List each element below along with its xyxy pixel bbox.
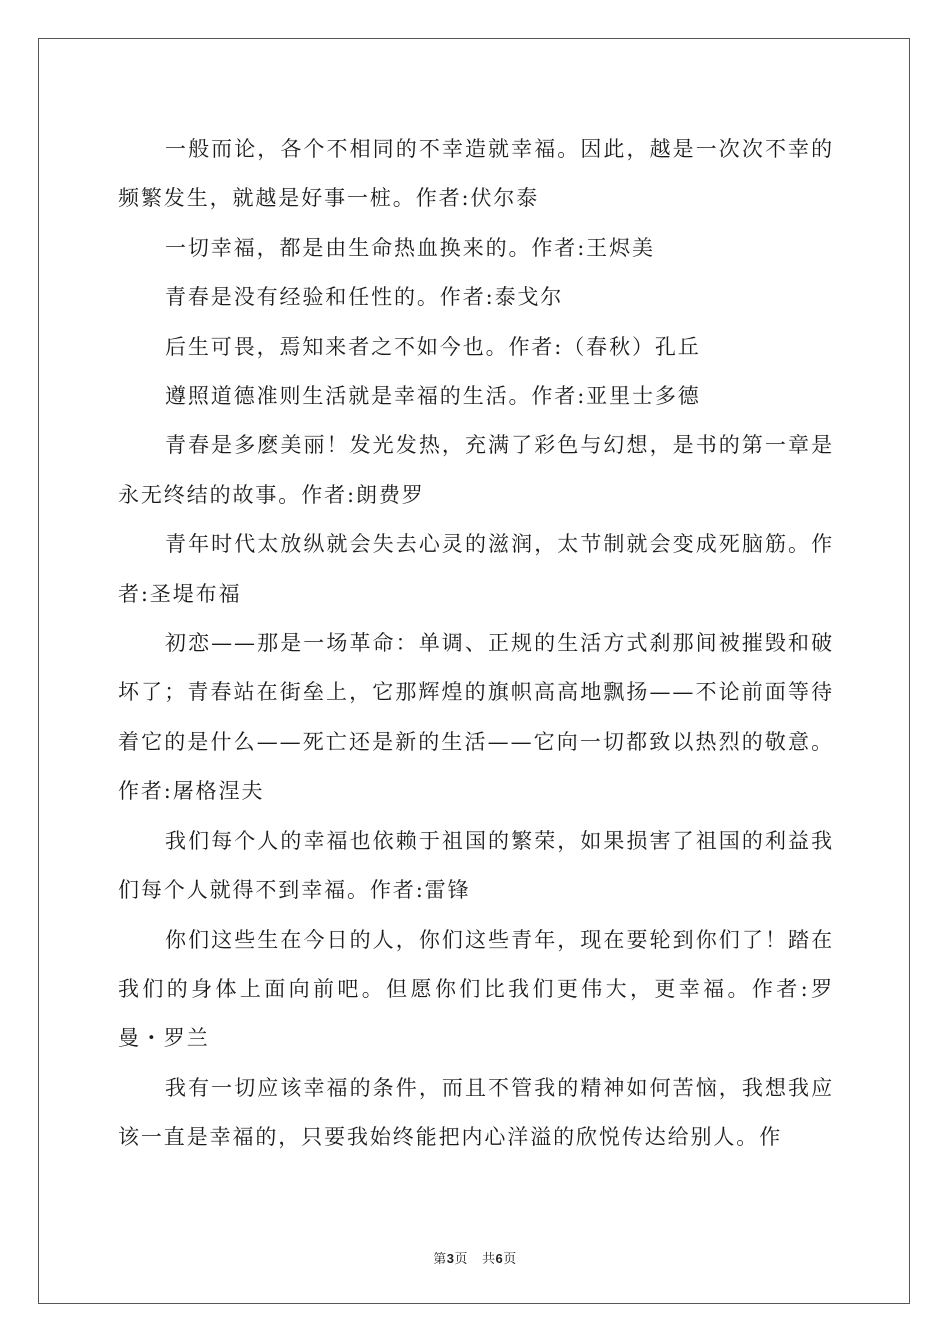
total-prefix: 共: [482, 1252, 496, 1267]
quote-paragraph: 青年时代太放纵就会失去心灵的滋润，太节制就会变成死脑筋。作者:圣堤布福: [118, 532, 834, 606]
quote-paragraph: 青春是没有经验和任性的。作者:泰戈尔: [165, 285, 564, 310]
quote-paragraph: 初恋——那是一场革命：单调、正规的生活方式刹那间被摧毁和破坏了；青春站在街垒上，它那辉煌的旗帜高高地飘扬——不论前面等待着它的是什么——死亡还是新的生活——它向一切都致以热烈的敬意。作者:屠格涅夫: [118, 631, 834, 804]
current-page-number: 3: [446, 1251, 455, 1266]
total-suffix: 页: [503, 1252, 517, 1267]
page-suffix: 页: [454, 1252, 468, 1267]
quote-paragraph: 一般而论，各个不相同的不幸造就幸福。因此，越是一次次不幸的频繁发生，就越是好事一桩。作者:伏尔泰: [118, 137, 834, 211]
quote-paragraph: 一切幸福，都是由生命热血换来的。作者:王烬美: [165, 235, 655, 260]
page-number-footer: [0, 1248, 950, 1267]
document-body: [118, 125, 834, 1163]
page-prefix: 第: [433, 1252, 447, 1267]
quote-paragraph: 我有一切应该幸福的条件，而且不管我的精神如何苦恼，我想我应该一直是幸福的，只要我始终能把内心洋溢的欣悦传达给别人。作: [118, 1075, 834, 1150]
quote-paragraph: 我们每个人的幸福也依赖于祖国的繁荣，如果损害了祖国的利益我们每个人就得不到幸福。作者:雷锋: [118, 828, 834, 903]
quote-paragraph: 遵照道德准则生活就是幸福的生活。作者:亚里士多德: [165, 384, 701, 409]
quote-paragraph: 青春是多麽美丽！发光发热，充满了彩色与幻想，是书的第一章是永无终结的故事。作者:朗费罗: [118, 433, 834, 507]
total-page-number: 6: [495, 1251, 504, 1266]
quote-paragraph: 后生可畏，焉知来者之不如今也。作者:（春秋）孔丘: [165, 334, 701, 359]
quote-paragraph: 你们这些生在今日的人，你们这些青年，现在要轮到你们了！踏在我们的身体上面向前吧。但愿你们比我们更伟大，更幸福。作者:罗曼・罗兰: [118, 927, 834, 1051]
